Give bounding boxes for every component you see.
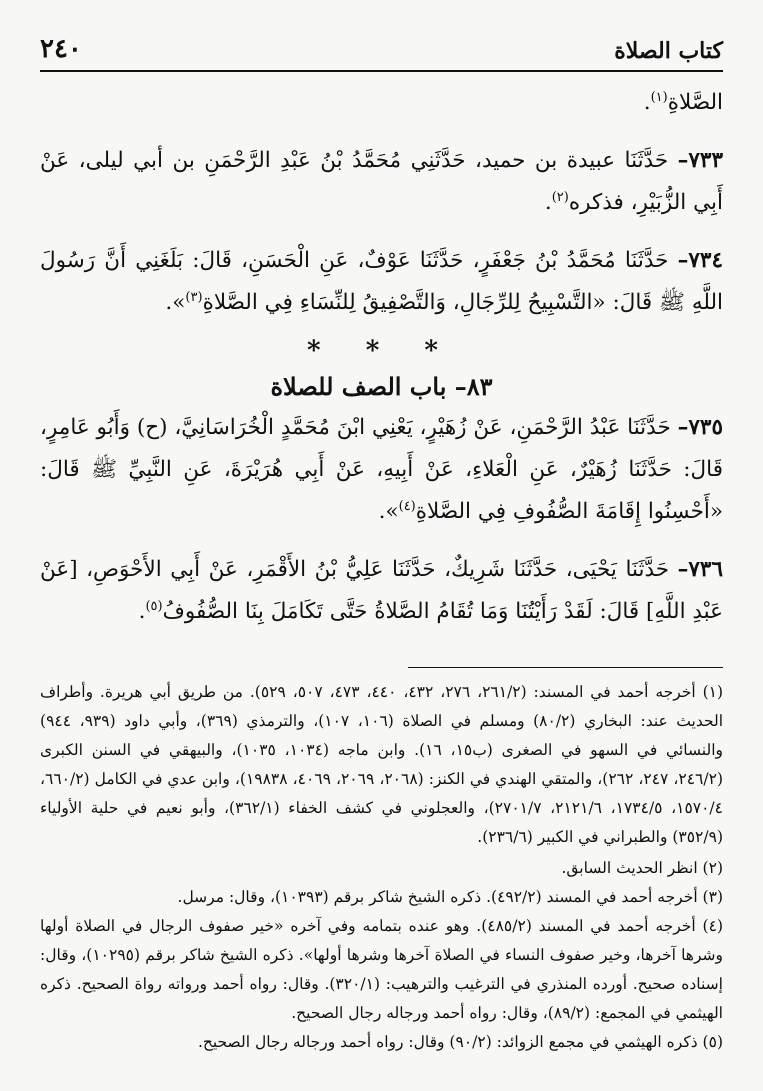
hadith-736: ٧٣٦– حَدَّثَنَا يَحْيَى، حَدَّثَنَا شَرِيكٌ، حَدَّثَنَا عَلِيُّ بْنُ الأَقْمَرِ، عَنْ أَبِي الأَحْوَصِ، [عَنْ عَبْدِ اللَّهِ] قَالَ: لَقَدْ رَأَيْتُنَا وَمَا تُقَامُ الصَّلاةُ حَتَّى تَكَامَلَ بِنَا الصُّفُوفُ$^{(٥)}$. [40, 557, 723, 624]
hadith-number: ٧٣٦– [677, 557, 723, 582]
footnote-1: (١) أخرجه أحمد في المسند: (٢٦١/٢، ٢٧٦، ٤٣٢، ٤٤٠، ٤٧٣، ٥٠٧، ٥٢٩). من طريق أبي هريرة. وأطراف الحديث عند: البخاري (٨٠/٢) ومسلم في الصلاة (١٠٦، ١٠٧)، والترمذي (٣٦٩)، وأبي داود (٩٣٩، ٩٤٤) والنسائي في السهو في الصغرى (ب١٥، ١٦). وابن ماجه (١٠٣٤، ١٠٣٥)، والبيهقي في السنن الكبرى (٢٤٦/٢، ٢٤٧، ٢٦٢)، والمتقي الهندي في الكنز: (٢٠٦٨، ٢٠٦٩، ٤٠٦٩، ١٩٨٣٨)، وابن عدي في الكامل (٦٦٠/٢، ١٥٧٠/٤، ١٧٣٤/٥، ٢١٢١/٦، ٢٧٠١/٧)، والعجلوني في كشف الخفاء (٣٦٢/١)، وأبو نعيم في حلية الأولياء (٣٥٢/٩) والطبراني في الكبير (٢٣٦/٦). [40, 683, 724, 846]
footnote-ref: (٤) [398, 498, 416, 514]
page-number: ٢٤٠ [40, 34, 82, 64]
hadith-text: حَدَّثَنَا يَحْيَى، حَدَّثَنَا شَرِيكٌ، حَدَّثَنَا عَلِيُّ بْنُ الأَقْمَرِ، عَنْ أَبِي الأَحْوَصِ، [عَنْ عَبْدِ اللَّهِ] قَالَ: لَقَدْ رَأَيْتُنَا وَمَا تُقَامُ الصَّلاةُ حَتَّى تَكَامَلَ بِنَا الصُّفُوفُ [40, 557, 723, 624]
hadith-734: ٧٣٤– حَدَّثَنَا مُحَمَّدُ بْنُ جَعْفَرٍ، حَدَّثَنَا عَوْفٌ، عَنِ الْحَسَنِ، قَالَ: بَلَغَنِي أَنَّ رَسُولَ اللَّهِ ﷺ قَالَ: «التَّسْبِيحُ لِلرِّجَالِ، وَالتَّصْفِيقُ لِلنِّسَاءِ فِي الصَّلاةِ$^{(٣)}$». [40, 248, 723, 315]
footnote-ref: (٣) [185, 289, 203, 305]
footnote-2: (٢) انظر الحديث السابق. [561, 859, 723, 877]
footnotes [40, 678, 723, 1057]
footnote-3: (٣) أخرجه أحمد في المسند (٤٩٢/٢). ذكره الشيخ شاكر برقم (١٠٣٩٣)، وقال: مرسل. [177, 888, 723, 906]
hadith-735: ٧٣٥– حَدَّثَنَا عَبْدُ الرَّحْمَنِ، عَنْ زُهَيْرٍ، يَعْنِي ابْنَ مُحَمَّدٍ الْخُرَاسَانِيَّ، (ح) وَأَبُو عَامِرٍ، قَالَ: حَدَّثَنَا زُهَيْرٌ، عَنِ الْعَلاءِ، عَنْ أَبِيهِ، عَنْ أَبِي هُرَيْرَةَ، عَنِ النَّبِيِّ ﷺ قَالَ: «أَحْسِنُوا إِقَامَةَ الصُّفُوفِ فِي الصَّلاةِ$^{(٤)}$». [40, 415, 723, 524]
footnote-ref: (٢) [551, 189, 569, 205]
continuation-line: الصَّلاةِ$^{(١)}$. [643, 89, 723, 115]
footnote-ref: (٥) [145, 598, 163, 614]
footnote-5: (٥) ذكره الهيثمي في مجمع الزوائد: (٩٠/٢) وقال: رواه أحمد ورجاله رجال الصحيح. [197, 1033, 723, 1051]
section-separator: * * * [307, 336, 456, 366]
book-title: كتاب الصلاة [614, 38, 723, 64]
hadith-number: ٧٣٥– [677, 415, 723, 440]
hadith-text: حَدَّثَنَا عَبْدُ الرَّحْمَنِ، عَنْ زُهَيْرٍ، يَعْنِي ابْنَ مُحَمَّدٍ الْخُرَاسَانِيَّ، (ح) وَأَبُو عَامِرٍ، قَالَ: حَدَّثَنَا زُهَيْرٌ، عَنِ الْعَلاءِ، عَنْ أَبِيهِ، عَنْ أَبِي هُرَيْرَةَ، عَنِ النَّبِيِّ ﷺ قَالَ: «أَحْسِنُوا إِقَامَةَ الصُّفُوفِ فِي الصَّلاةِ [40, 415, 723, 524]
hadith-text: حَدَّثَنَا عبيدة بن حميد، حَدَّثَنِي مُحَمَّدُ بْنُ عَبْدِ الرَّحْمَنِ بن أبي ليلى، عَنْ أَبِي الزُّبَيْرِ، فذكره [40, 148, 723, 215]
footnote-4: (٤) أخرجه أحمد في المسند (٤٨٥/٢). وهو عنده بتمامه وفي آخره «خير صفوف الرجال في الصلاة أولها وشرها آخرها، وخير صفوف النساء في الصلاة آخرها وشرها أولها». ذكره الشيخ شاكر برقم (١٠٢٩٥)، وقال: إسناده صحيح. أورده المنذري في الترغيب والترهيب: (٣٢٠/١). وقال: رواه أحمد ورواته رواة الصحيح. ذكره الهيثمي في المجمع: (٨٩/٢)، وقال: رواه أحمد ورجاله رجال الصحيح. [40, 917, 723, 1022]
chapter-title: ٨٣– باب الصف للصلاة [270, 372, 493, 401]
hadith-733: ٧٣٣– حَدَّثَنَا عبيدة بن حميد، حَدَّثَنِي مُحَمَّدُ بْنُ عَبْدِ الرَّحْمَنِ بن أبي ليلى، عَنْ أَبِي الزُّبَيْرِ، فذكره$^{(٢)}$. [40, 148, 723, 215]
page-header [40, 34, 723, 72]
footnote-divider [408, 667, 723, 668]
continuation-text: الصَّلاةِ [667, 90, 723, 115]
hadith-number: ٧٣٣– [677, 148, 723, 173]
hadith-text: حَدَّثَنَا مُحَمَّدُ بْنُ جَعْفَرٍ، حَدَّثَنَا عَوْفٌ، عَنِ الْحَسَنِ، قَالَ: بَلَغَنِي أَنَّ رَسُولَ اللَّهِ ﷺ قَالَ: «التَّسْبِيحُ لِلرِّجَالِ، وَالتَّصْفِيقُ لِلنِّسَاءِ فِي الصَّلاةِ [40, 248, 723, 315]
hadith-number: ٧٣٤– [677, 248, 723, 273]
footnote-ref: (١) [650, 89, 668, 105]
